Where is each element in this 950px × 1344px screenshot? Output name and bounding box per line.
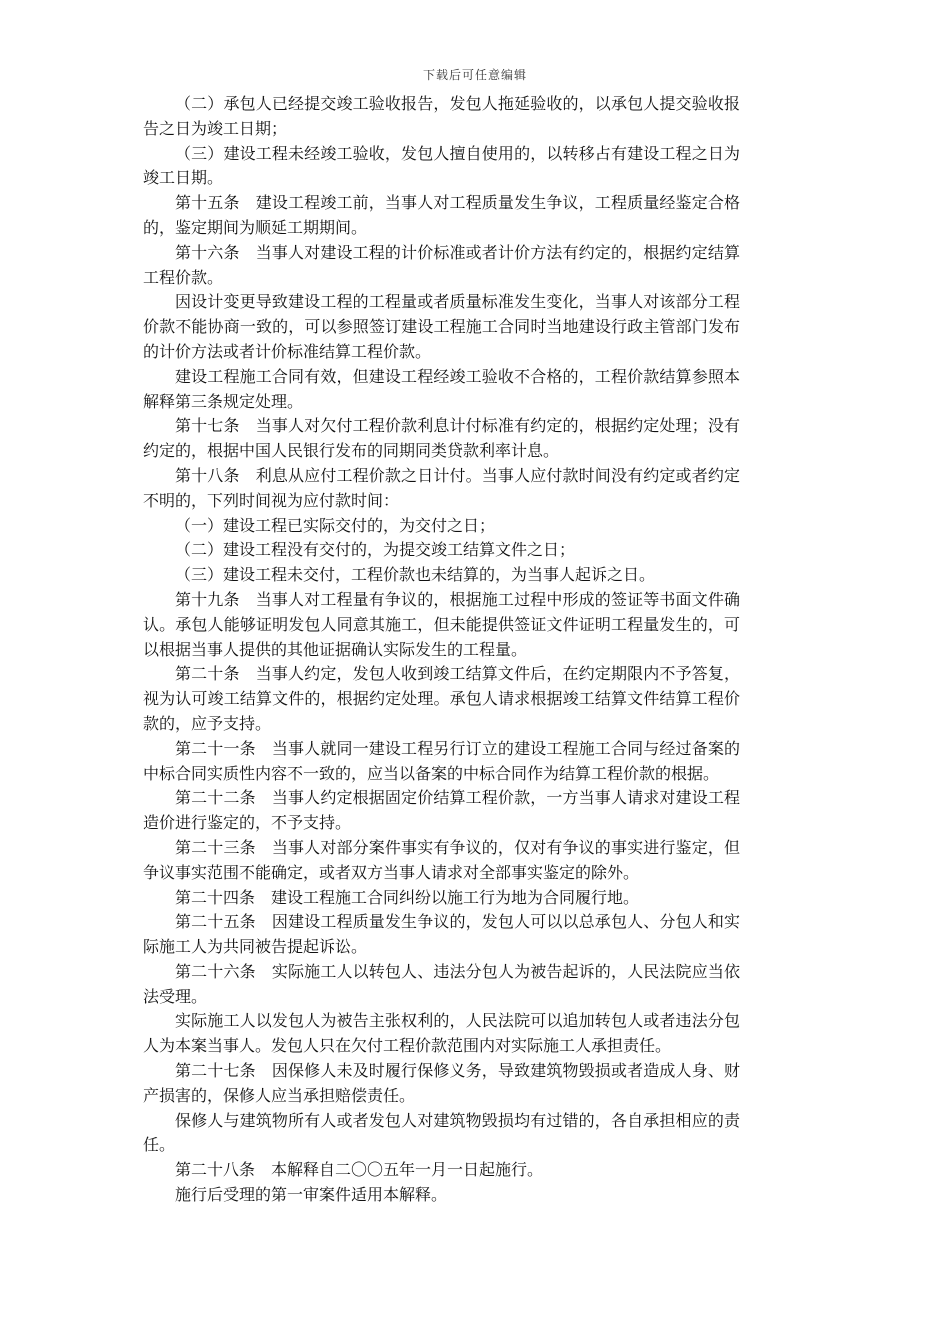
paragraph: 第二十八条 本解释自二〇〇五年一月一日起施行。 bbox=[175, 1160, 544, 1180]
paragraph: 实际施工人以发包人为被告主张权利的，人民法院可以追加转包人或者违法分包人为本案当事人。发包人只在欠付工程价款范围内对实际施工人承担责任。 bbox=[143, 1011, 740, 1056]
document-body bbox=[143, 92, 740, 1208]
paragraph: 保修人与建筑物所有人或者发包人对建筑物毁损均有过错的，各自承担相应的责任。 bbox=[143, 1110, 740, 1155]
paragraph: 第十九条 当事人对工程量有争议的，根据施工过程中形成的签证等书面文件确认。承包人能够证明发包人同意其施工，但未能提供签证文件证明工程量发生的，可以根据当事人提供的其他证据确认实际发生的工程量。 bbox=[143, 589, 740, 659]
paragraph: 第十五条 建设工程竣工前，当事人对工程质量发生争议，工程质量经鉴定合格的，鉴定期间为顺延工期期间。 bbox=[143, 193, 740, 237]
paragraph: 第十六条 当事人对建设工程的计价标准或者计价方法有约定的，根据约定结算工程价款。 bbox=[143, 242, 740, 287]
paragraph: 第十八条 利息从应付工程价款之日计付。当事人应付款时间没有约定或者约定不明的，下列时间视为应付款时间： bbox=[143, 465, 740, 510]
paragraph: （二）承包人已经提交竣工验收报告，发包人拖延验收的，以承包人提交验收报告之日为竣工日期； bbox=[143, 94, 740, 138]
download-note: 下载后可任意编辑 bbox=[422, 68, 527, 82]
paragraph: 第二十六条 实际施工人以转包人、违法分包人为被告起诉的，人民法院应当依法受理。 bbox=[143, 961, 740, 1006]
paragraph: 第十七条 当事人对欠付工程价款利息计付标准有约定的，根据约定处理；没有约定的，根据中国人民银行发布的同期同类贷款利率计息。 bbox=[143, 416, 740, 461]
paragraph: 第二十三条 当事人对部分案件事实有争议的，仅对有争议的事实进行鉴定，但争议事实范围不能确定，或者双方当事人请求对全部事实鉴定的除外。 bbox=[143, 837, 740, 882]
paragraph: 第二十二条 当事人约定根据固定价结算工程价款，一方当事人请求对建设工程造价进行鉴定的，不予支持。 bbox=[143, 788, 740, 833]
paragraph: 第二十条 当事人约定，发包人收到竣工结算文件后，在约定期限内不予答复，视为认可竣工结算文件的，根据约定处理。承包人请求根据竣工结算文件结算工程价款的，应予支持。 bbox=[143, 664, 740, 733]
paragraph: 第二十五条 因建设工程质量发生争议的，发包人可以以总承包人、分包人和实际施工人为共同被告提起诉讼。 bbox=[143, 912, 740, 957]
paragraph: 第二十四条 建设工程施工合同纠纷以施工行为地为合同履行地。 bbox=[175, 887, 640, 907]
paragraph: 建设工程施工合同有效，但建设工程经竣工验收不合格的，工程价款结算参照本解释第三条规定处理。 bbox=[143, 366, 740, 411]
paragraph: 第二十七条 因保修人未及时履行保修义务，导致建筑物毁损或者造成人身、财产损害的，保修人应当承担赔偿责任。 bbox=[143, 1061, 740, 1105]
paragraph: 因设计变更导致建设工程的工程量或者质量标准发生变化，当事人对该部分工程价款不能协商一致的，可以参照签订建设工程施工合同时当地建设行政主管部门发布的计价方法或者计价标准结算工程价款。 bbox=[143, 292, 740, 361]
paragraph: （三）建设工程未经竣工验收，发包人擅自使用的，以转移占有建设工程之日为竣工日期。 bbox=[143, 143, 740, 188]
paragraph: （一）建设工程已实际交付的，为交付之日； bbox=[175, 515, 496, 535]
paragraph: （二）建设工程没有交付的，为提交竣工结算文件之日； bbox=[175, 540, 576, 560]
paragraph: 第二十一条 当事人就同一建设工程另行订立的建设工程施工合同与经过备案的中标合同实质性内容不一致的，应当以备案的中标合同作为结算工程价款的根据。 bbox=[143, 738, 740, 783]
paragraph: 施行后受理的第一审案件适用本解释。 bbox=[175, 1185, 448, 1205]
paragraph: （三）建设工程未交付，工程价款也未结算的，为当事人起诉之日。 bbox=[175, 565, 656, 585]
